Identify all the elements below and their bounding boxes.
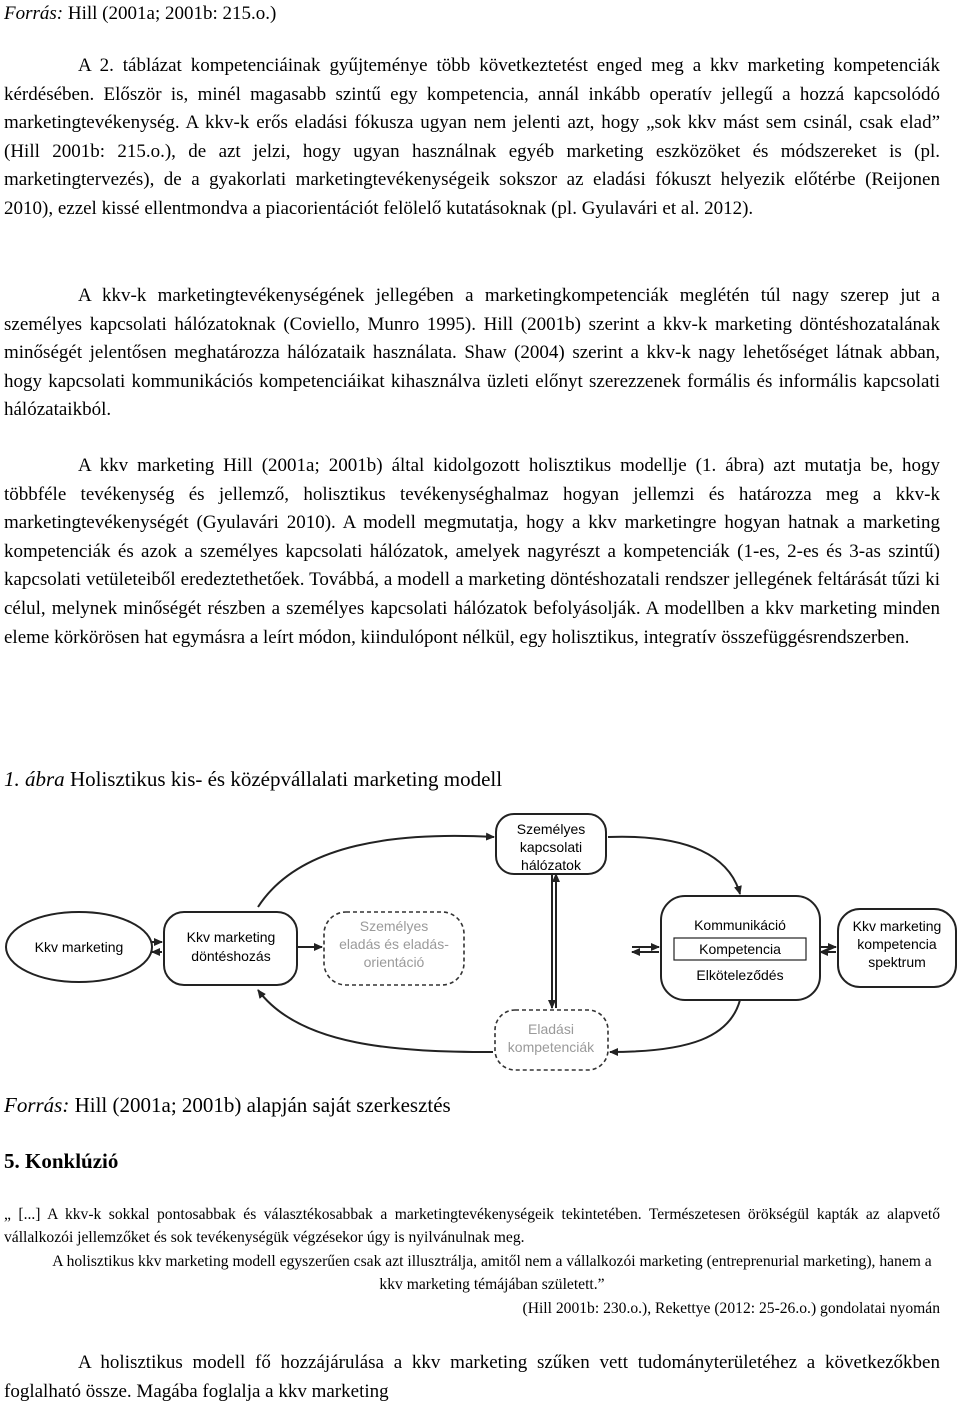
closing-paragraph: A holisztikus modell fő hozzájárulása a kkv marketing szűken vett tudományterületéhez a következőkben foglalható össze. Magába foglalja a kkv marketing — [4, 1352, 940, 1402]
quote-attribution: (Hill 2001b: 230.o.), Rekettye (2012: 25-26.o.) gondolatai nyomán — [522, 1299, 940, 1317]
node-competence: Kompetencia — [699, 941, 781, 957]
node-selling-comp-line2: kompetenciák — [507, 1039, 595, 1055]
source-text: Hill (2001a; 2001b: 215.o.) — [63, 3, 277, 24]
node-marketing-decision — [164, 912, 297, 985]
section-heading: 5. Konklúzió — [4, 1149, 119, 1173]
node-networks-line3: hálózatok — [521, 857, 581, 873]
node-kkv-marketing — [6, 912, 152, 982]
source-label: Forrás: — [4, 3, 64, 24]
node-spectrum-line1: Kkv marketing — [852, 918, 942, 934]
node-selling-comp-line1: Eladási — [528, 1021, 574, 1037]
figure-caption-text: Holisztikus kis- és középvállalati marketing modell — [64, 767, 503, 791]
node-selling-line2: eladás és eladás- — [339, 936, 449, 952]
figure-source-label: Forrás: — [4, 1093, 70, 1117]
paragraph-3: A kkv marketing Hill (2001a; 2001b) által kidolgozott holisztikus modellje (1. ábra) azt mutatja be, hogy többféle tevékenység és jellemző, holisztikus tevékenységhalmaz hogyan jellemzi és határozza meg a kkv-k marketingtevékenységét (Gyulavári 2010). A modell megmutatja, hogy a kkv marketingre hogyan hatnak a marketing kompetenciák és azok a személyes kapcsolati hálózatok, amelyek nagyrészt a kompetenciák (1-es, 2-es és 3-as szintű) kapcsolati vetületeiből eredeztethetőek. Továbbá, a modell a marketing döntéshozatali rendszer jellegének feltárását tűzi ki célul, melynek minőségét részben a személyes kapcsolati hálózatok befolyásolják. A modellben a kkv marketing minden eleme körkörösen hat egymásra a leírt módon, kiindulópont nélkül, egy holisztikus, integratív összefüggésrendszerben. — [4, 455, 940, 648]
node-personal-networks — [496, 814, 606, 874]
node-decision-line2: döntéshozás — [191, 948, 271, 964]
quote-line-1: „ [...] A kkv-k sokkal pontosabbak és választékosabbak a marketingtevékenységeik tekintetében. Természetesen örökségül kapták az alapvető vállalkozói jellemzőket és sok tevékenységük végzésekor úgy is nyilvánulnak meg. — [4, 1206, 940, 1247]
paragraph-1: A 2. táblázat kompetenciáinak gyűjteménye több következtetést enged meg a kkv marketing kompetenciák kérdésében. Először is, minél magasabb szintű egy kompetencia, annál inkább operatív jellegű a hozzá kapcsolódó marketingtevékenység. A kkv-k erős eladási fókusza ugyan nem jelenti azt, hogy „sok kkv mást sem csinál, csak elad” (Hill 2001b: 215.o.), de azt jelzi, hogy ugyan használnak egyéb marketing eszközöket és módszereket is (pl. marketingtervezés), de a gyakorlati marketingtevékenységeik sokszor az eladási fókuszt helyezik előtérbe (Reijonen 2010), ezzel kissé ellentmondva a piacorientációt felölelő kutatásoknak (pl. Gyulavári et al. 2012). — [4, 55, 940, 219]
table-source — [4, 2, 276, 26]
figure-caption — [4, 764, 502, 794]
node-spectrum-line3: spektrum — [868, 954, 926, 970]
figure-caption-label: 1. ábra — [4, 767, 65, 791]
quote-line-2: A holisztikus kkv marketing modell egyszerűen csak azt illusztrálja, amitől nem a vállalkozói marketing (entreprenurial marketing), hanem a kkv marketing témájában született.” — [52, 1252, 932, 1294]
node-networks-line1: Személyes — [516, 821, 586, 837]
node-decision-line1: Kkv marketing — [186, 929, 276, 945]
block-quote — [4, 1203, 940, 1320]
node-selling-line3: orientáció — [363, 954, 425, 970]
node-communication: Kommunikáció — [694, 917, 786, 933]
node-competence-spectrum — [838, 909, 956, 987]
figure-source — [4, 1090, 451, 1120]
node-networks-line2: kapcsolati — [519, 839, 583, 855]
paragraph-2: A kkv-k marketingtevékenységének jellegében a marketingkompetenciák meglétén túl nagy szerep jut a személyes kapcsolati hálózatoknak (Coviello, Munro 1995). Hill (2001b) szerint a kkv-k marketing döntéshozatalának minőségét jelentősen meghatározza hálózataik használata. Shaw (2004) szerint a kkv-k nagy lehetőséget látnak abban, hogy kapcsolati kommunikációs kompetenciáikat kihasználva üzleti előnyt szerezzenek formális és informális kapcsolati hálózataikból. — [4, 285, 940, 421]
node-spectrum-line2: kompetencia — [857, 936, 937, 952]
figure-source-text: Hill (2001a; 2001b) alapján saját szerkesztés — [69, 1093, 451, 1117]
node-personal-selling — [324, 912, 464, 985]
node-commitment: Elköteleződés — [696, 967, 784, 983]
node-kkv-marketing-label: Kkv marketing — [34, 939, 124, 955]
node-selling-line1: Személyes — [359, 918, 429, 934]
node-competence-stack — [661, 896, 820, 1000]
node-selling-competencies — [495, 1010, 608, 1070]
holistic-model-diagram — [0, 812, 960, 1082]
